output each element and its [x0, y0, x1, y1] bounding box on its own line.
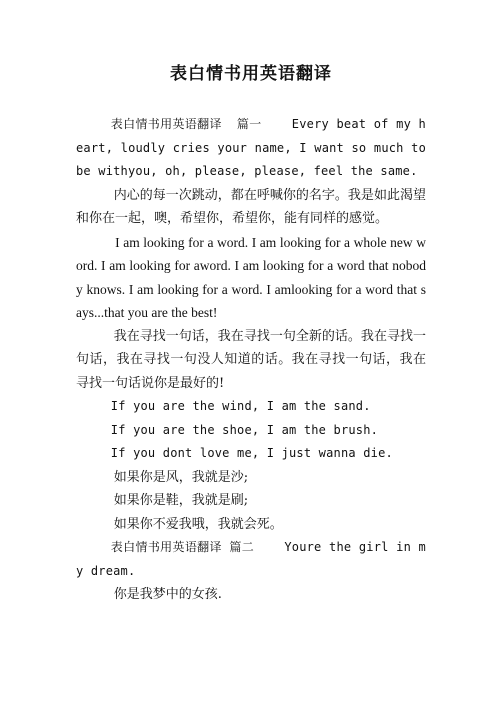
line-chinese-shoe-brush: 如果你是鞋，我就是刷;	[113, 493, 249, 508]
paragraph-looking-for-word: I am looking for a word. I am looking for a whole new word. I am looking for aword. I am looking for a word that nobody knows. I am looking for a word. I amlooking for a word that says...that you are the best!	[76, 234, 426, 320]
document-title: 表白情书用英语翻译	[170, 64, 332, 84]
line-shoe-brush: If you are the shoe, I am the brush.	[110, 422, 379, 437]
paragraph-section-two-intro: 表白情书用英语翻译 篇二 Youre the girl in my dream.	[76, 540, 426, 578]
line-chinese-dream-girl: 你是我梦中的女孩.	[113, 587, 222, 602]
paragraph-section-one-intro: 表白情书用英语翻译 篇一 Every beat of my heart, loudly cries your name, I want so much to be withyou, oh, please, please, feel the same.	[76, 117, 434, 178]
document-body	[76, 113, 434, 607]
line-love-die: If you dont love me, I just wanna die.	[110, 446, 393, 460]
paragraph-chinese-looking-for-word: 我在寻找一句话，我在寻找一句全新的话。我在寻找一句话，我在寻找一句没人知道的话。我在寻找一句话，我在寻找一句话说你是最好的!	[76, 328, 426, 391]
line-wind-sand: If you are the wind, I am the sand.	[110, 399, 371, 413]
paragraph-chinese-heartbeat: 内心的每一次跳动，都在呼喊你的名字。我是如此渴望和你在一起，噢，希望你，希望你，能有同样的感觉。	[76, 187, 426, 226]
line-chinese-wind-sand: 如果你是风，我就是沙;	[113, 469, 249, 485]
line-chinese-love-die: 如果你不爱我哦，我就会死。	[113, 516, 283, 532]
